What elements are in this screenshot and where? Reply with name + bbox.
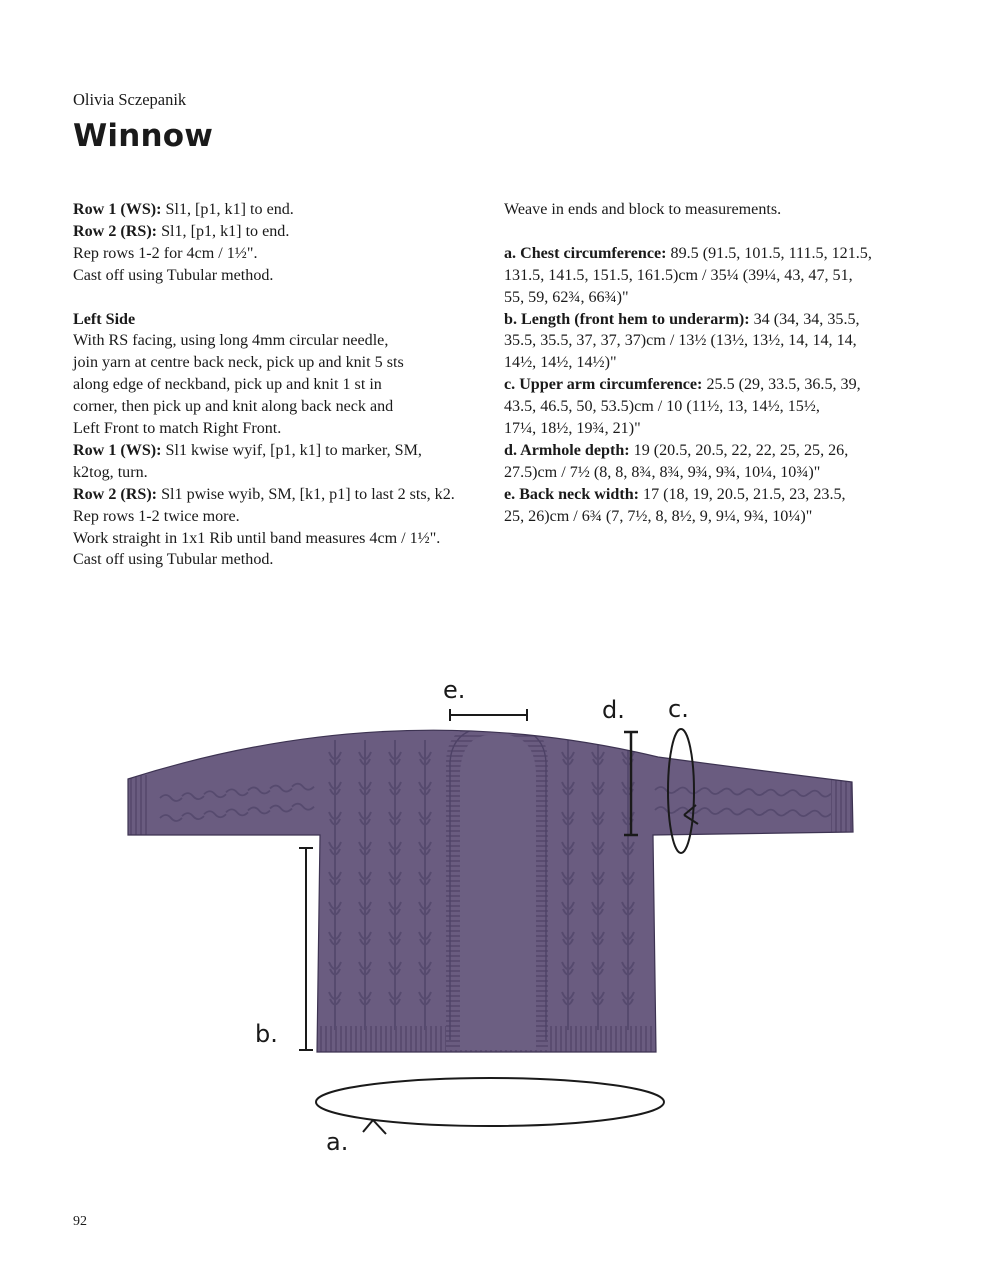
- front-opening: [460, 735, 536, 1050]
- measurement-c-line: 17¼, 18½, 19¾, 21)": [504, 420, 641, 438]
- instruction-line: join yarn at centre back neck, pick up and knit 5 sts: [73, 354, 404, 372]
- instruction-text: Sl1, [p1, k1] to end.: [161, 201, 294, 218]
- instruction-text: Sl1 pwise wyib, SM, [k1, p1] to last 2 sts, k2.: [157, 485, 455, 503]
- page-number: 92: [73, 1214, 87, 1229]
- measurement-label: d. Armhole depth:: [504, 441, 630, 459]
- label-c: c.: [668, 695, 689, 723]
- label-a: a.: [326, 1128, 349, 1156]
- instruction-line: Rep rows 1-2 twice more.: [73, 507, 240, 525]
- measurement-label: c. Upper arm circumference:: [504, 376, 703, 394]
- row-label: Row 2 (RS):: [73, 222, 158, 240]
- measurement-values: 34 (34, 34, 35.5,: [749, 310, 860, 328]
- left-cuff: [128, 775, 150, 837]
- measurement-values: 89.5 (91.5, 101.5, 111.5, 121.5,: [666, 244, 872, 262]
- instruction-line: k2tog, turn.: [73, 463, 148, 481]
- instruction-text: Sl1, [p1, k1] to end.: [157, 222, 290, 240]
- finishing-line: Weave in ends and block to measurements.: [504, 201, 782, 218]
- instruction-line: Rep rows 1-2 for 4cm / 1½".: [73, 244, 258, 262]
- measurement-a-marker: [316, 1078, 664, 1134]
- instruction-line: Work straight in 1x1 Rib until band measures 4cm / 1½".: [73, 529, 441, 547]
- measurement-b-marker: [299, 848, 313, 1050]
- label-e: e.: [443, 676, 466, 704]
- measurement-b-line: 14½, 14½, 14½)": [504, 354, 617, 372]
- row-label: Row 2 (RS):: [73, 485, 158, 503]
- right-cuff: [831, 775, 854, 837]
- instruction-line: along edge of neckband, pick up and knit 1 st in: [73, 376, 382, 394]
- label-d: d.: [602, 696, 625, 724]
- measurement-e-marker: [450, 709, 527, 721]
- measurement-values: 19 (20.5, 20.5, 22, 22, 25, 25, 26,: [629, 441, 849, 459]
- measurement-label: b. Length (front hem to underarm):: [504, 310, 750, 328]
- instruction-line: Cast off using Tubular method.: [73, 551, 274, 569]
- instruction-line: With RS facing, using long 4mm circular needle,: [73, 332, 389, 350]
- row-label: Row 1 (WS):: [73, 201, 162, 218]
- measurement-a-line: 55, 59, 62¾, 66¾)": [504, 288, 629, 306]
- section-heading-text: Left Side: [73, 310, 136, 328]
- instruction-line: Left Front to match Right Front.: [73, 420, 282, 438]
- measurement-c-line: 43.5, 46.5, 50, 53.5)cm / 10 (11½, 13, 14½, 15½,: [504, 398, 820, 416]
- instruction-line: corner, then pick up and knit along back neck and: [73, 398, 394, 416]
- measurement-d-line: 27.5)cm / 7½ (8, 8, 8¾, 8¾, 9¾, 9¾, 10¼, 10¾)": [504, 463, 821, 481]
- measurement-a-line: 131.5, 141.5, 151.5, 161.5)cm / 35¼ (39¼, 43, 47, 51,: [504, 266, 853, 284]
- measurement-values: 25.5 (29, 33.5, 36.5, 39,: [702, 376, 861, 394]
- measurement-label: a. Chest circumference:: [504, 244, 667, 262]
- instruction-text: Sl1 kwise wyif, [p1, k1] to marker, SM,: [161, 441, 422, 459]
- instruction-line: Cast off using Tubular method.: [73, 266, 274, 284]
- author-name: Olivia Sczepanik: [73, 90, 187, 109]
- measurement-label: e. Back neck width:: [504, 485, 640, 503]
- measurement-e-line: 25, 26)cm / 6¾ (7, 7½, 8, 8½, 9, 9¼, 9¾, 10¼)": [504, 507, 813, 525]
- pattern-title: Winnow: [73, 118, 214, 154]
- row-label: Row 1 (WS):: [73, 441, 162, 459]
- measurement-values: 17 (18, 19, 20.5, 21.5, 23, 23.5,: [639, 485, 846, 503]
- measurement-b-line: 35.5, 35.5, 37, 37, 37)cm / 13½ (13½, 13½, 14, 14, 14,: [504, 332, 857, 350]
- label-b: b.: [255, 1020, 278, 1048]
